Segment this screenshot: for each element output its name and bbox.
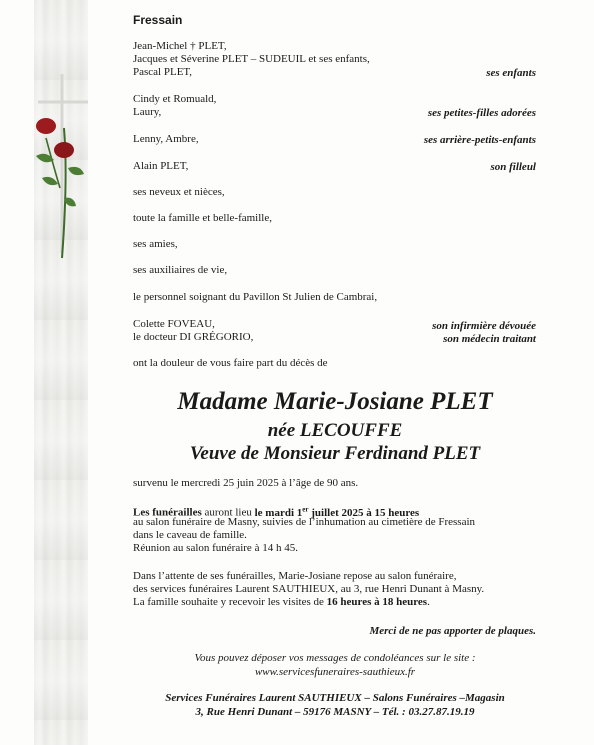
funeral-date-b: juillet 2025 à 15 heures — [308, 506, 420, 519]
visits-hours: 16 heures à 18 heures — [326, 596, 428, 608]
family-line: le personnel soignant du Pavillon St Julien de Cambrai, — [133, 291, 378, 303]
rest-line — [133, 596, 430, 609]
rest-line: des services funéraires Laurent SAUTHIEUX, au 3, rue Henri Dunant à Masny. — [133, 583, 485, 595]
funeral-home-name: Services Funéraires Laurent SAUTHIEUX – Salons Funéraires –Magasin — [165, 692, 505, 704]
condolences-link[interactable]: www.servicesfuneraires-sauthieux.fr — [254, 666, 416, 678]
family-line: Alain PLET, — [133, 160, 189, 172]
relation-label: ses arrière-petits-enfants — [423, 134, 536, 146]
funeral-home-address: 3, Rue Henri Dunant – 59176 MASNY – Tél. : 03.27.87.19.19 — [195, 706, 475, 718]
relation-label: son médecin traitant — [443, 333, 536, 345]
funeral-date-a: le mardi 1 — [254, 506, 303, 519]
family-line: Jacques et Séverine PLET – SUDEUIL et ses enfants, — [133, 53, 370, 65]
family-line: toute la famille et belle-famille, — [133, 212, 272, 224]
relation-label: son filleul — [490, 161, 536, 173]
family-line: Colette FOVEAU, — [133, 318, 215, 330]
cross-roses-illustration — [24, 68, 104, 268]
family-line: ses auxiliaires de vie, — [133, 264, 228, 276]
announcement-line: ont la douleur de vous faire part du décès de — [133, 357, 328, 369]
relation-label: ses enfants — [486, 67, 536, 79]
maiden-name: née LECOUFFE — [267, 420, 403, 441]
funeral-line: au salon funéraire de Masny, suivies de l’inhumation au cimetière de Fressain — [133, 516, 476, 528]
family-line: Cindy et Romuald, — [133, 93, 217, 105]
relation-label: son infirmière dévouée — [432, 320, 536, 332]
family-line: Lenny, Ambre, — [133, 133, 199, 145]
deceased-name: Madame Marie-Josiane PLET — [177, 388, 493, 415]
funeral-date-sup: er — [302, 505, 309, 513]
family-line: le docteur DI GRÉGORIO, — [133, 331, 254, 343]
family-line: ses amies, — [133, 238, 178, 250]
death-date: survenu le mercredi 25 juin 2025 à l’âge de 90 ans. — [133, 477, 359, 489]
funeral-label: Les funérailles — [133, 506, 202, 519]
family-line: Pascal PLET, — [133, 66, 193, 78]
funeral-line: Réunion au salon funéraire à 14 h 45. — [133, 542, 298, 554]
no-plaques-note: Merci de ne pas apporter de plaques. — [369, 625, 536, 637]
widow-line: Veuve de Monsieur Ferdinand PLET — [189, 443, 481, 464]
family-line: Jean-Michel † PLET, — [133, 40, 227, 52]
funeral-line: dans le caveau de famille. — [133, 529, 247, 541]
visits-text: La famille souhaite y recevoir les visites de — [133, 596, 327, 608]
relation-label: ses petites-filles adorées — [427, 107, 536, 119]
family-line: Laury, — [133, 106, 162, 118]
rest-line: Dans l’attente de ses funérailles, Marie-Josiane repose au salon funéraire, — [133, 570, 457, 582]
town-header: Fressain — [133, 13, 183, 27]
family-line: ses neveux et nièces, — [133, 186, 225, 198]
funeral-text: auront lieu — [201, 506, 255, 519]
visits-end: . — [427, 596, 430, 608]
condolences-text: Vous pouvez déposer vos messages de condoléances sur le site : — [194, 652, 476, 664]
